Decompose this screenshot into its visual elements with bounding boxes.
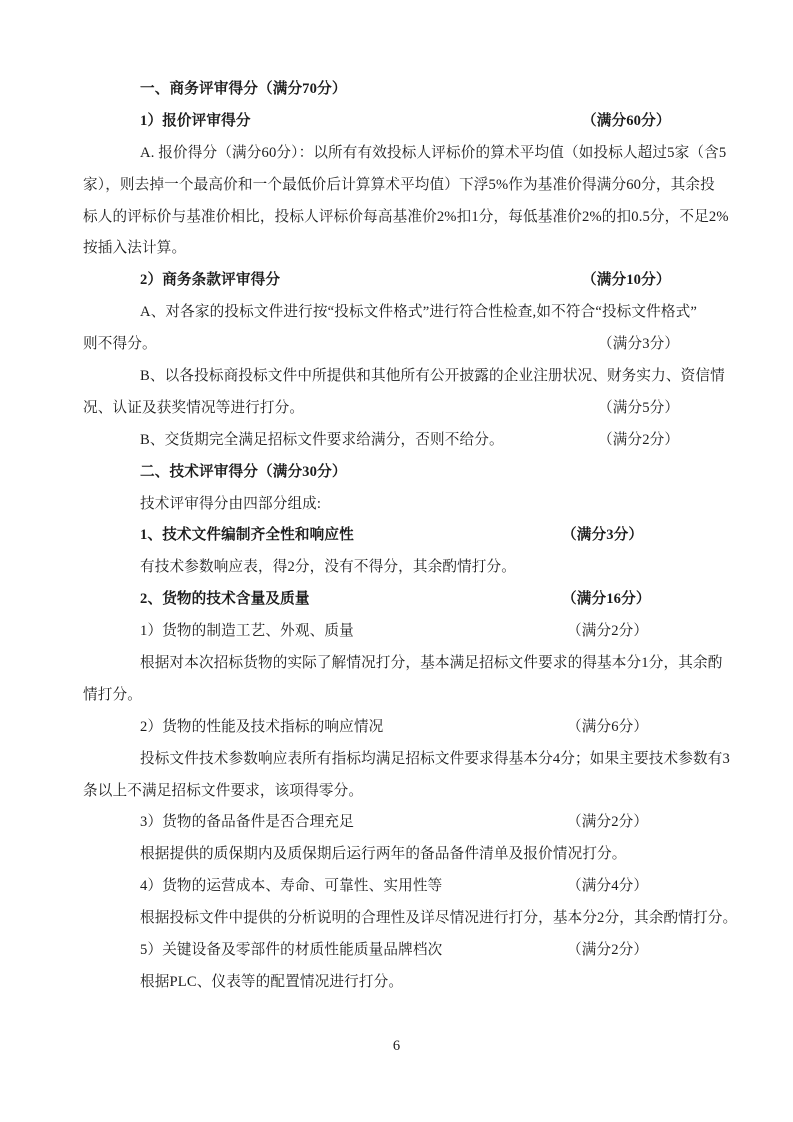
- line-text: 情打分。: [83, 686, 142, 703]
- text-line: [83, 74, 723, 106]
- text-line: [83, 712, 723, 744]
- line-text: B、交货期完全满足招标文件要求给满分，否则不给分。: [140, 431, 504, 448]
- line-text: 技术评审得分由四部分组成:: [140, 495, 322, 512]
- line-text: 按插入法计算。: [83, 240, 187, 257]
- text-line: [83, 170, 723, 202]
- text-line: [83, 648, 723, 680]
- line-text: A、对各家的投标文件进行按“投标文件格式”进行符合性检查,如不符合“投标文件格式”: [140, 304, 698, 321]
- text-line: [83, 393, 723, 425]
- text-line: [83, 935, 723, 967]
- text-line: [83, 329, 723, 361]
- score-label: （满分6分）: [567, 718, 649, 735]
- score-label: （满分2分）: [567, 814, 649, 831]
- text-line: [83, 807, 723, 839]
- text-line: [83, 297, 723, 329]
- line-text: 标人的评标价与基准价相比，投标人评标价每高基准价2%扣1分，每低基准价2%的扣0.5分，不足2%: [83, 208, 729, 225]
- line-text: 根据投标文件中提供的分析说明的合理性及详尽情况进行打分，基本分2分，其余酌情打分。: [140, 910, 738, 927]
- line-text: 根据提供的质保期内及质保期后运行两年的备品备件清单及报价情况打分。: [140, 846, 627, 863]
- score-label: （满分5分）: [598, 399, 680, 416]
- text-line: [83, 361, 723, 393]
- line-text: 2、货物的技术含量及质量: [140, 591, 310, 608]
- line-text: 二、技术评审得分（满分30分）: [140, 463, 347, 480]
- line-text: 5）关键设备及零部件的材质性能质量品牌档次: [140, 942, 443, 959]
- text-line: [83, 903, 738, 935]
- line-text: 条以上不满足招标文件要求，该项得零分。: [83, 782, 364, 799]
- line-text: A. 报价得分（满分60分）：以所有有效投标人评标价的算术平均值（如投标人超过5家（含5: [140, 144, 727, 161]
- score-label: （满分4分）: [567, 878, 649, 895]
- score-label: （满分2分）: [567, 942, 649, 959]
- line-text: 根据对本次招标货物的实际了解情况打分，基本满足招标文件要求的得基本分1分，其余酌: [140, 655, 723, 672]
- line-text: 则不得分。: [83, 336, 157, 353]
- line-text: B、以各投标商投标文件中所提供和其他所有公开披露的企业注册状况、财务实力、资信情: [140, 368, 725, 385]
- line-text: 有技术参数响应表，得2分，没有不得分，其余酌情打分。: [140, 559, 517, 576]
- line-text: 2）货物的性能及技术指标的响应情况: [140, 718, 384, 735]
- text-line: [83, 202, 729, 234]
- text-line: [83, 233, 723, 265]
- line-text: 2）商务条款评审得分: [140, 272, 281, 289]
- score-label: （满分10分）: [582, 272, 671, 289]
- text-line: [83, 106, 723, 138]
- score-label: （满分2分）: [598, 431, 680, 448]
- text-line: [83, 489, 723, 521]
- line-text: 投标文件技术参数响应表所有指标均满足招标文件要求得基本分4分；如果主要技术参数有3: [140, 750, 730, 767]
- text-line: [83, 425, 723, 457]
- text-line: [83, 744, 730, 776]
- text-line: [83, 680, 723, 712]
- line-text: 况、认证及获奖情况等进行打分。: [83, 399, 305, 416]
- text-line: [83, 265, 723, 297]
- text-line: [83, 776, 723, 808]
- text-line: [83, 616, 723, 648]
- score-label: （满分3分）: [562, 527, 644, 544]
- text-line: [83, 457, 723, 489]
- score-label: （满分2分）: [567, 623, 649, 640]
- score-label: （满分16分）: [562, 591, 651, 608]
- line-text: 4）货物的运营成本、寿命、可靠性、实用性等: [140, 878, 443, 895]
- score-label: （满分3分）: [598, 336, 680, 353]
- line-text: 1）货物的制造工艺、外观、质量: [140, 623, 354, 640]
- line-text: 3）货物的备品备件是否合理充足: [140, 814, 354, 831]
- page-number: 6: [392, 1038, 401, 1054]
- line-text: 家），则去掉一个最高价和一个最低价后计算算术平均值）下浮5%作为基准价得满分60分，其余投: [83, 176, 715, 193]
- text-line: [83, 138, 727, 170]
- line-text: 1）报价评审得分: [140, 112, 251, 129]
- text-line: [83, 552, 723, 584]
- text-line: [83, 871, 723, 903]
- line-text: 根据PLC、仪表等的配置情况进行打分。: [140, 973, 404, 990]
- text-line: [83, 520, 723, 552]
- text-line: [83, 967, 723, 999]
- document-body: [83, 74, 738, 999]
- score-label: （满分60分）: [582, 112, 671, 129]
- line-text: 一、商务评审得分（满分70分）: [140, 81, 347, 97]
- line-text: 1、技术文件编制齐全性和响应性: [140, 527, 354, 544]
- text-line: [83, 584, 723, 616]
- text-line: [83, 839, 723, 871]
